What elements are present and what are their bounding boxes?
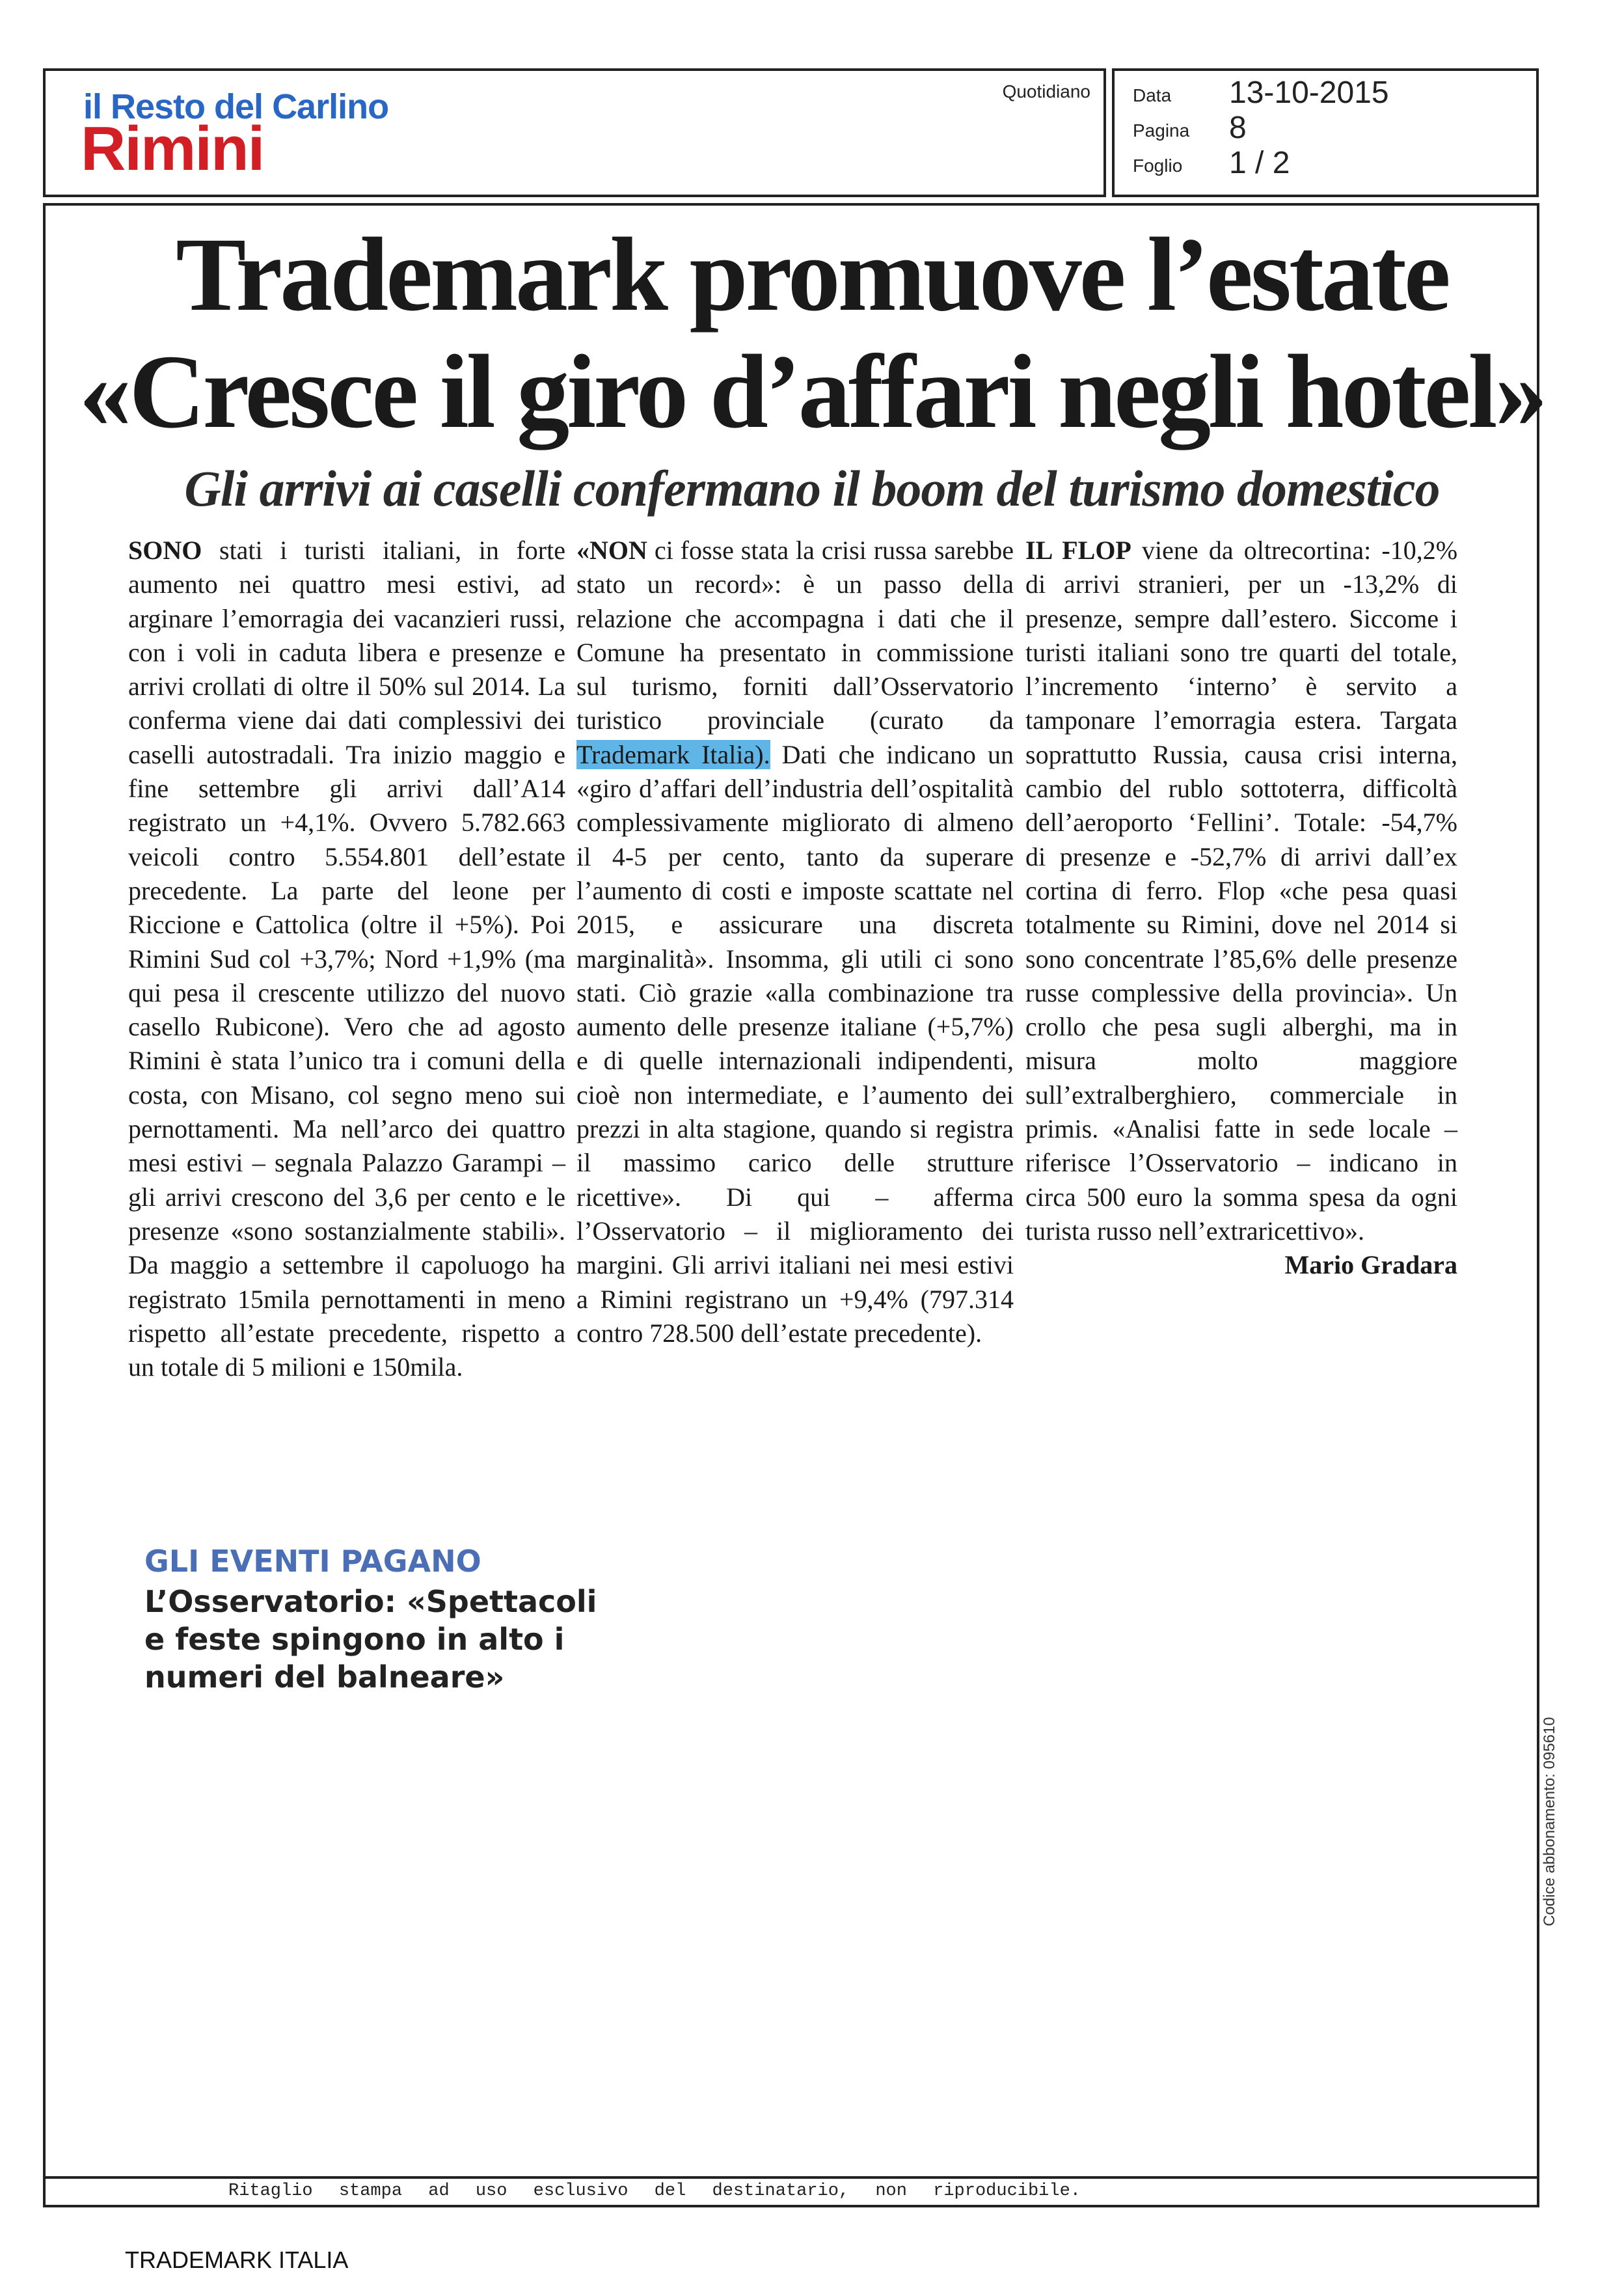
clipping-notice: Ritaglio stampa ad uso esclusivo del destinatario, non riproducibile. [228,2181,1081,2201]
sheet-label: Foglio [1133,156,1183,176]
sidebar-kicker: GLI EVENTI PAGANO [144,1544,481,1579]
column-1-lead: SONO [128,536,202,565]
publication-type: Quotidiano [1002,81,1090,102]
clipping-notice-bar [43,2176,1539,2207]
article-author: Mario Gradara [1284,1250,1457,1280]
page-value: 8 [1229,111,1247,145]
column-1-text: stati i turisti italiani, in forte aumento nei quattro mesi estivi, ad arginare l’emorragia dei vacanzieri russi, con i voli in caduta libera e presenze e arrivi crollati di oltre il 50% sul 2014. La conferma viene dai dati complessivi dei caselli autostradali. Tra inizio maggio e fine settembre gli arrivi dall’A14 registrato un +4,1%. Ovvero 5.782.663 veicoli contro 5.554.801 dell’estate precedente. La parte del leone per Riccione e Cattolica (oltre il +5%). Poi Rimini Sud col +3,7%; Nord +1,9% (ma qui pesa il crescente utilizzo del nuovo casello Rubicone). Vero che ad agosto Rimini è stata l’unico tra i comuni della costa, con Misano, col segno meno sui pernottamenti. Ma nell’arco dei quattro mesi estivi – segnala Palazzo Garampi – gli arrivi crescono del 3,6 per cento e le presenze «sono sostanzialmente stabili». Da maggio a settembre il capoluogo ha registrato 15mila pernottamenti in meno rispetto all’estate precedente, rispetto a un totale di 5 milioni e 150mila. [128,536,565,1382]
column-3-text: viene da oltrecortina: -10,2% di arrivi stranieri, per un -13,2% di presenze, sempre dall’estero. Siccome i turisti italiani sono tre quarti del totale, l’incremento ‘interno’ è servito a tamponare l’emorragia estera. Targata soprattutto Russia, causa crisi interna, cambio del rublo sottoterra, difficoltà dell’aeroporto ‘Fellini’. Totale: -54,7% di presenze e -52,7% di arrivi dall’ex cortina di ferro. Flop «che pesa quasi totalmente su Rimini, dove nel 2014 si sono concentrate l’85,6% delle presenze russe complessive della provincia». Un crollo che pesa sugli alberghi, ma in misura molto maggiore sull’extralberghiero, commerciale in primis. «Analisi fatte in sede locale – riferisce l’Osservatorio – indicano in circa 500 euro la somma spesa da ogni turista russo nell’extraricettivo». [1025,536,1458,1246]
date-value: 13-10-2015 [1229,75,1389,110]
article-column-3 [1025,534,1457,1283]
date-label: Data [1133,85,1172,105]
newspaper-logo-edition: Rimini [81,114,264,184]
article-subtitle: Gli arrivi ai caselli confermano il boom del turismo domestico [184,460,1440,517]
newspaper-logo-top: il Resto del Carlino [83,87,389,126]
column-2-text-b: Dati che indicano un «giro d’affari dell’industria dell’ospitalità complessivamente migliorato di almeno il 4-5 per cento, tanto da superare l’aumento di costi e imposte scattate nel 2015, e assicurare una discreta marginalità». Insomma, gli utili ci sono stati. Ciò grazie «alla combinazione tra aumento delle presenze italiane (+5,7%) e di quelle internazionali indipendenti, cioè non intermediate, e l’aumento dei prezzi in alta stagione, quando si registra il massimo carico delle strutture ricettive». Di qui – afferma l’Osservatorio – il miglioramento dei margini. Gli arrivi italiani nei mesi estivi a Rimini registrano un +9,4% (797.314 contro 728.500 dell’estate precedente). [576,739,1014,1348]
clipping-source: TRADEMARK ITALIA [125,2246,349,2273]
column-3-lead: IL FLOP [1025,536,1131,565]
column-2-text-a: ci fosse stata la crisi russa sarebbe stato un record»: è un passo della relazione che accompagna i dati che il Comune ha presentato in commissione sul turismo, forniti dall’Osservatorio turistico provinciale (curato da [576,536,1014,735]
meta-box [1112,68,1539,197]
sidebar-quote: L’Osservatorio: «Spettacoli e feste spingono in alto i numeri del balneare» [144,1584,597,1695]
article-column-1 [128,534,565,1384]
highlighted-client-name: Trademark Italia). [576,739,770,769]
headline-line-2: «Cresce il giro d’affari negli hotel» [79,334,1545,450]
sheet-value: 1 / 2 [1229,146,1290,180]
subscription-code: Codice abbonamento: 095610 [1541,1717,1558,1926]
headline-line-1: Trademark promuove l’estate [176,217,1448,333]
column-2-lead: «NON [576,536,647,565]
article-column-2 [576,534,1014,1350]
page-label: Pagina [1133,120,1190,141]
masthead-box [43,68,1106,197]
